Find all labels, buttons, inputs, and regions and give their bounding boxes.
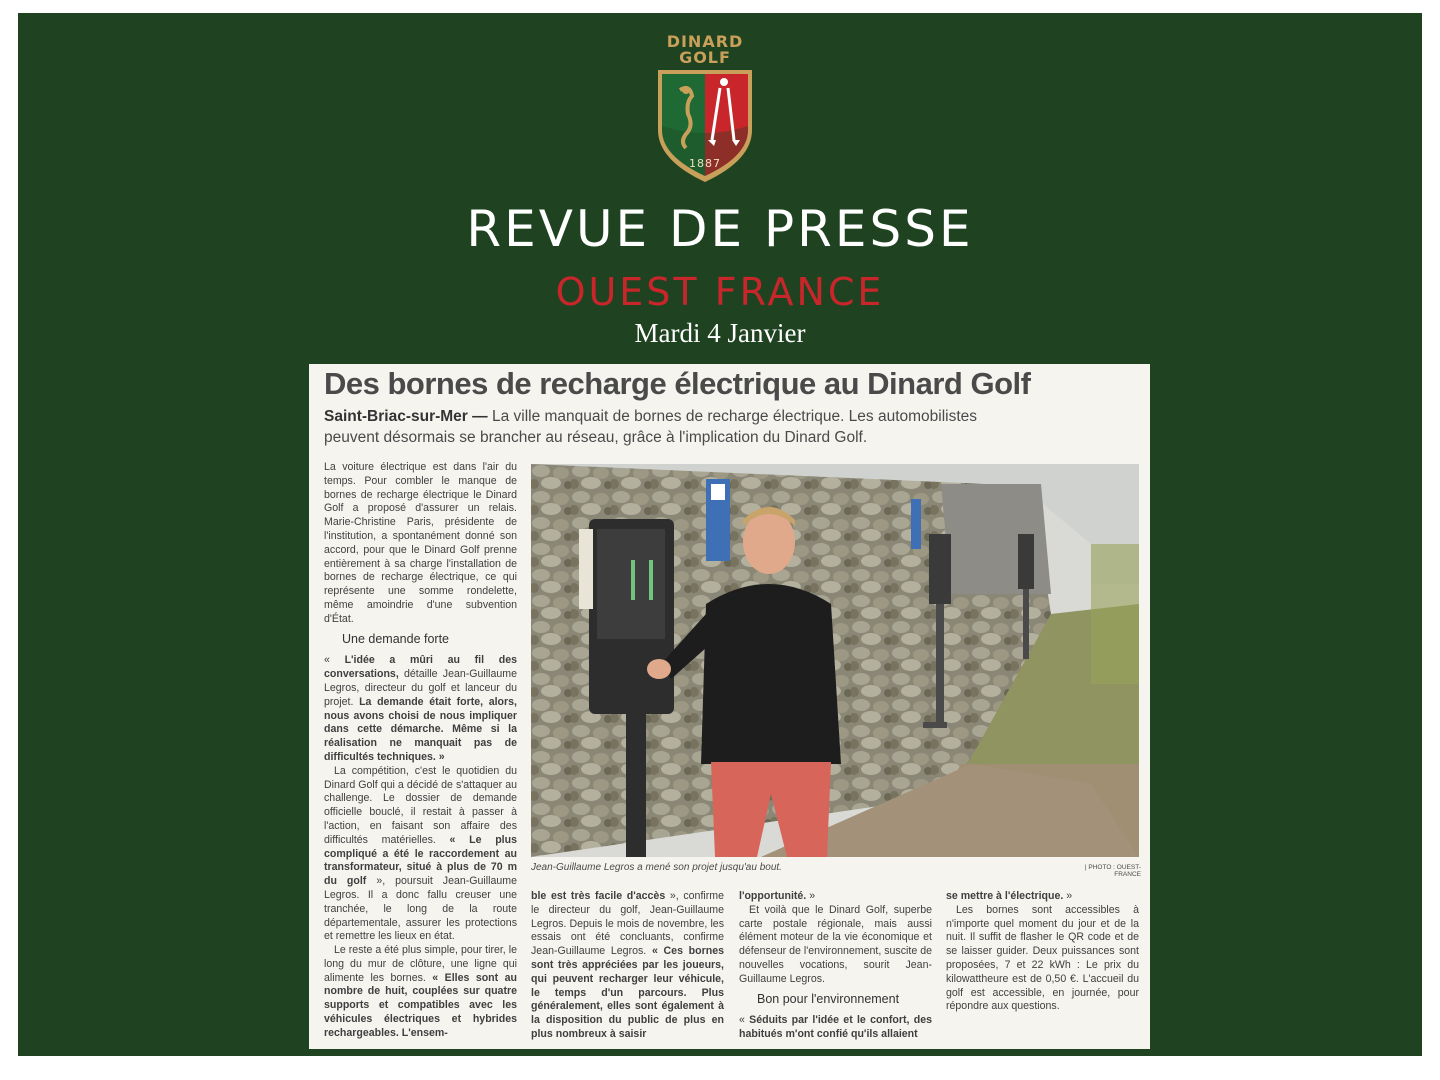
lead-place: Saint-Briac-sur-Mer —	[324, 408, 488, 425]
article-lead	[324, 406, 1024, 448]
col3-paragraph-3: « Séduits par l'idée et le confort, des habitués m'ont confié qu'ils allaient	[739, 1014, 932, 1041]
logo-line2: GOLF	[679, 48, 731, 67]
col4-paragraph-2: Les bornes sont accessibles à n'importe quel moment du jour et de la nuit. Il suffit de flasher le QR code et de se laisser guider. Deux puissances sont proposées, 7 et 22 kWh : Le prix du kilowattheure est de 0,50 €. L'accueil du golf est accessible, en journée, pour répondre aux questions.	[946, 903, 1139, 1013]
subheading-environnement: Bon pour l'environnement	[757, 991, 900, 1006]
photo-caption: Jean-Guillaume Legros a mené son projet jusqu'au bout.	[531, 862, 782, 873]
article-photo	[531, 464, 1139, 857]
col1-paragraph-1: La voiture électrique est dans l'air du temps. Pour combler le manque de bornes de recharge électrique le Dinard Golf a proposé d'assurer un relais. Marie-Christine Paris, présidente de l'institution, a spontanément donné son accord, pour que le Dinard Golf prenne entièrement à sa charge l'installation de bornes de recharge électrique, ce qui représente une somme rondelette, même amoindrie d'une subvention d'État.	[324, 461, 517, 625]
column-3	[739, 890, 932, 1042]
publication-date: Mardi 4 Janvier	[634, 318, 806, 348]
newspaper-clipping	[309, 364, 1150, 1049]
photo-credit: | PHOTO : OUEST-FRANCE	[1084, 864, 1141, 878]
col1-paragraph-3: La compétition, c'est le quotidien du Dinard Golf qui a décidé de s'attaquer au challenge. Le dossier de demande officielle bouclé, il restait à passer à l'action, en faisant son affaire des difficultés matérielles. « Le plus compliqué a été le raccordement au transformateur, situé à plus de 70 m du golf », poursuit Jean-Guillaume Legros. Il a donc fallu creuser une tranchée, le long de la route départementale, assurer les protections et remettre les lieux en état.	[324, 764, 517, 943]
page-title: REVUE DE PRESSE	[466, 200, 974, 258]
lead-text: La ville manquait de bornes de recharge électrique. Les automobilistes peuvent désormais se brancher au réseau, grâce à l'implication du Dinard Golf.	[324, 408, 978, 446]
col1-paragraph-2: « L'idée a mûri au fil des conversations, détaille Jean-Guillaume Legros, directeur du golf et lanceur du projet. La demande était forte, alors, nous avons choisi de nous impliquer dans cette démarche. Même si la réalisation ne manquait pas de difficultés techniques. »	[324, 654, 517, 763]
article-title: Des bornes de recharge électrique au Dinard Golf	[324, 366, 1031, 401]
col1-paragraph-4: Le reste a été plus simple, pour tirer, le long du mur de clôture, une ligne qui alimente les bornes. « Elles sont au nombre de huit, couplées sur quatre supports et compatibles avec les véhicules électriques et hybrides rechargeables. L'ensem-	[324, 944, 517, 1039]
logo-line1: DINARD	[666, 32, 744, 51]
column-4	[946, 890, 1139, 1014]
col3-paragraph-1: l'opportunité. »	[739, 890, 816, 902]
logo-year: 1887	[689, 157, 721, 170]
column-1	[324, 461, 517, 1041]
col4-paragraph-1: se mettre à l'électrique. »	[946, 890, 1073, 902]
dinard-golf-logo	[650, 30, 760, 185]
subheading-demande: Une demande forte	[342, 631, 450, 646]
col2-paragraph: ble est très facile d'accès », confirme le directeur du golf, Jean-Guillaume Legros. Depuis le mois de novembre, les essais ont été concluants, confirme Jean-Guillaume Legros. « Ces bornes sont très appréciées par les joueurs, qui peuvent recharger leur véhicule, le temps d'un parcours. Plus généralement, elles sont également à la disposition du public de plus en plus nombreux à saisir	[531, 890, 724, 1040]
col3-paragraph-2: Et voilà que le Dinard Golf, superbe carte postale régionale, mais aussi élément moteur de la vie économique et défenseur de l'environnement, suscite de nouvelles vocations, sourit Jean-Guillaume Legros.	[739, 903, 932, 985]
column-2	[531, 890, 724, 1042]
source-name: OUEST FRANCE	[555, 270, 885, 314]
